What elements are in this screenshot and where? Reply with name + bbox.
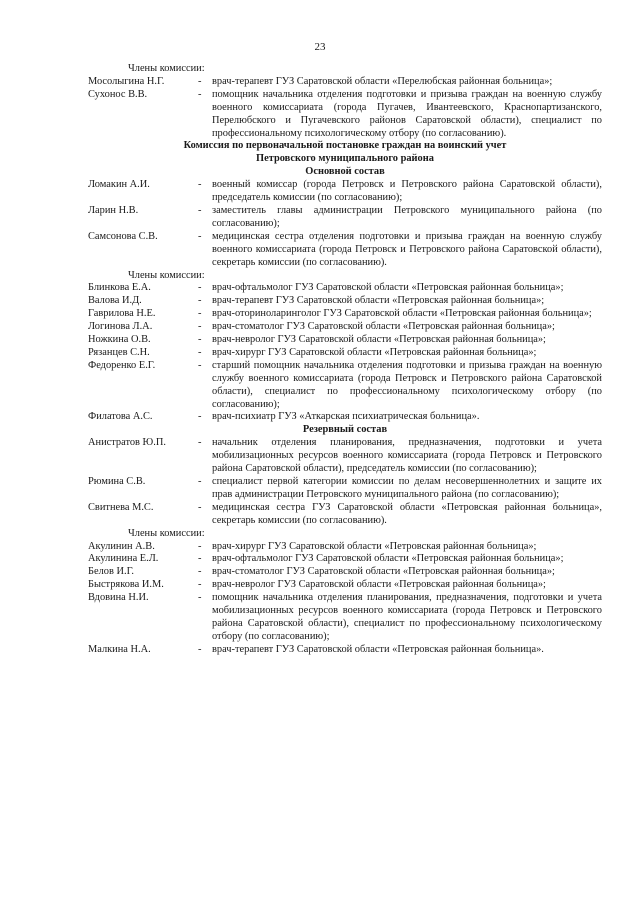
dash-separator: - xyxy=(198,553,202,565)
member-description: врач-хирург ГУЗ Саратовской области «Петровская районная больница»; xyxy=(212,346,537,358)
dash-separator: - xyxy=(198,643,202,655)
member-description: медицинская сестра отделения подготовки и призыва граждан на военную службу военного комиссариата (города Петровск и Петровского района Саратовской области), секретарь комиссии (по согласованию). xyxy=(212,230,602,268)
member-description: врач-офтальмолог ГУЗ Саратовской области «Петровская районная больница»; xyxy=(212,282,564,294)
member-entry xyxy=(88,437,602,476)
member-name: Анистратов Ю.П. xyxy=(88,437,166,449)
member-description: помощник начальника отделения подготовки и призыва граждан на военную службу военного комиссариата (города Пугачев, Ивантеевского, Краснопартизанского, Перелюбского и Пугачевского районов Саратовской области), специалист по профессиональному психологическому отбору (по согласованию). xyxy=(212,88,602,139)
member-entry xyxy=(88,231,602,270)
dash-separator: - xyxy=(198,566,202,578)
member-name: Логинова Л.А. xyxy=(88,321,153,333)
dash-separator: - xyxy=(198,295,202,307)
dash-separator: - xyxy=(198,282,202,294)
member-description: врач-невролог ГУЗ Саратовской области «Петровская районная больница»; xyxy=(212,579,546,591)
member-entry xyxy=(88,308,602,321)
member-entry xyxy=(88,566,602,579)
section-heading: Комиссия по первоначальной постановке граждан на воинский учет xyxy=(183,140,507,152)
member-entry xyxy=(88,347,602,360)
dash-separator: - xyxy=(198,308,202,320)
member-description: врач-оториноларинголог ГУЗ Саратовской области «Петровская районная больница»; xyxy=(212,308,592,320)
dash-separator: - xyxy=(198,334,202,346)
member-name: Валова И.Д. xyxy=(88,295,142,307)
member-entry xyxy=(88,89,602,141)
member-name: Ларин Н.В. xyxy=(88,204,139,216)
member-entry xyxy=(88,553,602,566)
member-name: Акулинина Е.Л. xyxy=(88,553,159,565)
dash-separator: - xyxy=(198,540,202,552)
member-entry xyxy=(88,205,602,231)
member-description: помощник начальника отделения планирования, предназначения, подготовки и учета мобилизационных ресурсов военного комиссариата (города Петровск и Петровского района Саратовской области), специалист по профессиональному психологическому отбору (по согласованию); xyxy=(212,592,602,642)
member-description: врач-терапевт ГУЗ Саратовской области «Петровская районная больница»; xyxy=(212,295,545,307)
member-description: заместитель главы администрации Петровского муниципального района (по согласованию); xyxy=(212,204,602,229)
section-heading: Основной состав xyxy=(305,166,385,178)
dash-separator: - xyxy=(198,230,202,242)
member-description: врач-невролог ГУЗ Саратовской области «Петровская районная больница»; xyxy=(212,334,546,346)
member-description: врач-стоматолог ГУЗ Саратовской области «Петровская районная больница»; xyxy=(212,566,555,578)
member-description: врач-терапевт ГУЗ Саратовской области «Перелюбская районная больница»; xyxy=(212,75,553,87)
members-subheading: Члены комиссии: xyxy=(128,269,205,281)
dash-separator: - xyxy=(198,476,202,487)
member-name: Мосолыгина Н.Г. xyxy=(88,75,165,87)
member-entry xyxy=(88,644,602,657)
member-name: Сухонос В.В. xyxy=(88,88,148,100)
document-body xyxy=(88,63,602,657)
member-name: Ножкина О.В. xyxy=(88,334,151,346)
member-description: врач-офтальмолог ГУЗ Саратовской области «Петровская районная больница»; xyxy=(212,553,564,565)
member-name: Акулинин А.В. xyxy=(88,540,155,552)
member-entry xyxy=(88,321,602,334)
member-entry xyxy=(88,502,602,528)
members-subheading: Члены комиссии: xyxy=(128,527,205,539)
member-name: Ломакин А.И. xyxy=(88,179,150,191)
member-entry xyxy=(88,282,602,295)
member-name: Филатова А.С. xyxy=(88,411,153,423)
member-entry xyxy=(88,179,602,205)
member-entry xyxy=(88,541,602,554)
member-entry xyxy=(88,411,602,424)
member-name: Федоренко Е.Г. xyxy=(88,359,156,371)
member-entry xyxy=(88,579,602,592)
dash-separator: - xyxy=(198,501,202,513)
member-description: врач-хирург ГУЗ Саратовской области «Петровская районная больница»; xyxy=(212,540,537,552)
members-subheading: Члены комиссии: xyxy=(128,63,205,74)
section-heading: Резервный состав xyxy=(302,424,388,436)
member-name: Свитнева М.С. xyxy=(88,501,154,513)
dash-separator: - xyxy=(198,179,202,191)
page-number: 23 xyxy=(314,41,326,53)
member-entry xyxy=(88,295,602,308)
dash-separator: - xyxy=(198,75,202,87)
member-name: Гаврилова Н.Е. xyxy=(88,308,156,320)
member-name: Белов И.Г. xyxy=(88,566,134,578)
member-description: врач-терапевт ГУЗ Саратовской области «Петровская районная больница». xyxy=(212,643,544,655)
member-name: Быстрякова И.М. xyxy=(88,579,164,591)
member-name: Вдовина Н.И. xyxy=(88,592,149,604)
dash-separator: - xyxy=(198,579,202,591)
member-description: врач-психиатр ГУЗ «Аткарская психиатрическая больница». xyxy=(212,411,480,423)
member-name: Малкина Н.А. xyxy=(88,643,151,655)
dash-separator: - xyxy=(198,411,202,423)
dash-separator: - xyxy=(198,321,202,333)
member-name: Блинкова Е.А. xyxy=(88,282,151,294)
member-name: Рюмина С.В. xyxy=(88,476,146,487)
member-description: медицинская сестра ГУЗ Саратовской области «Петровская районная больница», секретарь комиссии (по согласованию). xyxy=(212,501,602,526)
dash-separator: - xyxy=(198,437,202,449)
dash-separator: - xyxy=(198,592,202,604)
member-description: начальник отделения планирования, предназначения, подготовки и учета мобилизационных ресурсов военного комиссариата (города Петровск и Петровского района Саратовской области), председатель комиссии (по согласованию); xyxy=(212,437,602,475)
member-entry xyxy=(88,76,602,89)
member-entry xyxy=(88,592,602,644)
member-entry xyxy=(88,360,602,412)
member-entry xyxy=(88,334,602,347)
member-description: старший помощник начальника отделения подготовки и призыва граждан на военную службу военного комиссариата (города Петровск и Петровского района Саратовской области), специалист по профессиональному психологическому отбору (по согласованию); xyxy=(212,359,602,410)
dash-separator: - xyxy=(198,88,202,100)
member-description: врач-стоматолог ГУЗ Саратовской области «Петровская районная больница»; xyxy=(212,321,555,333)
member-description: военный комиссар (города Петровск и Петровского района Саратовской области), председатель комиссии (по согласованию); xyxy=(212,179,602,204)
dash-separator: - xyxy=(198,346,202,358)
dash-separator: - xyxy=(198,204,202,216)
member-description: специалист первой категории комиссии по делам несовершеннолетних и защите их прав администрации Петровского муниципального района (по согласованию); xyxy=(212,476,602,500)
dash-separator: - xyxy=(198,359,202,371)
member-name: Самсонова С.В. xyxy=(88,230,158,242)
section-heading: Петровского муниципального района xyxy=(256,153,434,165)
member-entry xyxy=(88,476,602,502)
member-name: Рязанцев С.Н. xyxy=(88,346,150,358)
